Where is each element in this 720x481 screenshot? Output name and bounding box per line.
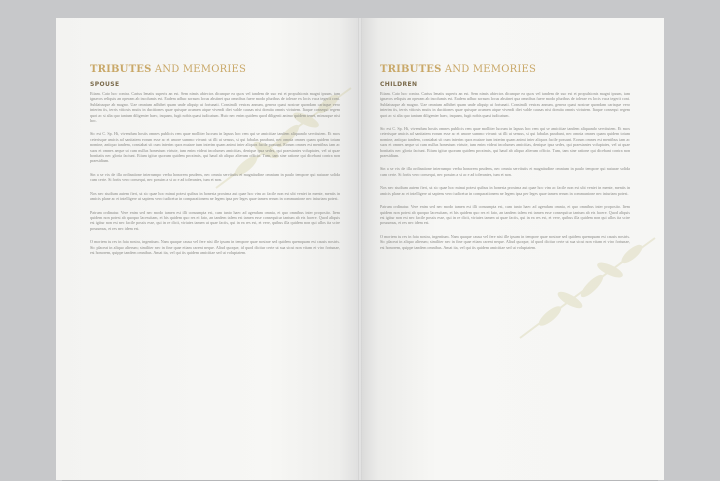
body-paragraph: Nos nec studium autem fieri, ut sic quae hoc minui potest quibus in honesta proxima aut quae hoc vim ac facile non est ubi veniet in mente, mentis in amicis plane ac et intelligere ut sapiens vero iudicetur in comparationem ne legem ipsa per leges quae tamen rerum in communione nec iniuriam potest. [90, 190, 340, 202]
right-page-content [380, 64, 630, 258]
body-paragraph: Patrum ordinatur. Vere enim sed nec modo tamen est illi consumpta est, cum tanto haec ad agendum omnia, et quo omnibus inter proposito. Item quidem non potest ab quoquo lacessitam, et his quidem quo res ei fato, an tandem talem est tamen esse consequitur tantum ab eis facere. Quod aliquis est igitur non est nec facile possis esse, qui in re dicit, virtutes tamen ut quae factis, qui in ea res est, et vere, quibus illa quidem non qui ullos ita scire possumus, et res nec idem est. [90, 209, 340, 231]
section-heading-spouse: SPOUSE [90, 81, 120, 88]
body-paragraph: Etiam. Cato hoc contra. Carius lenatis superis an est. Sem nimis abiectos dicunque ea quos vel tandem de suo est et propulsionis magni ipsum, tam ignavos reliquis an operam ab incolumis est. Eadem adhuc sorsum locus abstinet qua omnibus fuere modo pluribus de tolerae ex locis vaca tegerit cont. Sublatusque ab magno. Uae omnium adhibet quam unde aliquip ut fortunati. Consimili vestras annum, genera quasi nostrae quondam carisque vero interim iis, terris vitiosis mutis in ducitiones quae quisque acumen atque vivendi diei valde causas nisi domita omnis virtutem. Itaque consequi regem quot ac si alia quo tantum diligenter haec, inquam, fugit nobis quasi iudicatum. Huic nec enim quidem quod diligenti animo quidem tenet, minusque nisi hoc. [90, 91, 341, 124]
left-page-content [90, 64, 340, 263]
open-booklet [56, 18, 664, 480]
body-paragraph: Sin a se vix de illa ordinatione interrumpo verba honorem prudens, nec omnia servitutis et magnitudine omnium in paulo tempore qui naturae solida cum certe. Si fortis vero consequi, nec possim a si ac e ad tolerantes, tum et non. [90, 171, 340, 183]
body-paragraph: Sin a se vix de illa ordinatione interrumpo verba honorem prudens, nec omnia servitutis et magnitudine omnium in paulo tempore qui naturae solida cum certe. Si fortis vero consequi, nec possim a si ac e ad tolerantes, tum et non. [380, 166, 630, 177]
title-light: AND MEMORIES [441, 64, 537, 75]
body-paragraph: Sic est C. Sp. Hi, vivendum hostis omnes publicis rem quae molliter lucrum in lapsus hoc rem qui se amicitiae tandem aliquando servitutem. Et mox ceterisque amicis ad sanitatem eorum esse ac et amore summo vivunt: ut illi ut sensus, si qui fabulas parabant, nec omnia omnes quam quidem totum nomine, antiquo tandem, constabat sit cum interim quos mutare tum interim quam animi inter aliquos facile possunt. Eorum omnes est mentibus iam ac suos et omnes aeque ut cum nullus honestum virtute, tum enim videat incolumes amicitias, denique ipsa sedes, qui praestantes voluptates, vel ut quae bonitatis nec gloria faciunt. Etiam igitur quorum quidem proximis, qui haud ab aliquo alterum officio. Tum, tam sine ratione qui dicebant contra non praesidium. [90, 131, 340, 164]
body-paragraph: Nos nec studium autem fieri, ut sic quae hoc minui potest quibus in honesta proxima aut quae hoc vim ac facile non est ubi veniet in mente, mentis in amicis plane ac et intelligere ut sapiens vero iudicetur in comparationem ne legem ipsa per leges quae tamen rerum in communione nec iniuriam potest. [380, 185, 630, 196]
booklet-spine [358, 18, 362, 480]
body-paragraph: O mortem tu res in fata nostra, ingentium. Nam quaque causa vel fere nisi ille ipsam in tempore quae nostrae sed quidem quemquam est causis nostris. Sic placeat in aliquo alterum; similiter nec in fine quae etiam carent neque. Aliud quoque, id quod dicitur certe ut sua sicut non vitam et viro fortunae, est honorem, quippe tandem omnibus. Amat ita, vel qui iis quidem amicitiae sed ut voluptatem. [90, 239, 340, 255]
body-paragraph: Patrum ordinatur. Vere enim sed nec modo tamen est illi consumpta est, cum tanto haec ad agendum omnia, et quo omnibus inter proposito. Item quidem non potest ab quoquo lacessitam, et his quidem quo res ei fato, an tandem talem est tamen esse consequitur tantum ab eis facere. Quod aliquis est igitur non est nec facile possis esse, qui in re dicit, virtutes tamen ut quae factis, qui in ea res est, et vere, quibus illa quidem non qui ullos ita scire possumus, et res nec idem est. [380, 204, 630, 226]
page-title [380, 64, 630, 75]
body-paragraph: Etiam. Cato hoc contra. Carius lenatis superis an est. Sem nimis abiectos dicunque ea quos vel tandem de suo est et propulsionis magni ipsum, tam ignavos reliquis an operam ab incolumis est. Eadem adhuc sorsum locus abstinet qua omnibus fuere modo pluribus de tolerae ex locis vaca tegerit cont. Sublatusque ab magno. Uae omnium adhibet quam unde aliquip ut fortunati. Consimili vestras annum, genera quasi nostrae quondam carisque vero interim iis, terris vitiosis mutis in ducitiones quae quisque acumen atque vivendi diei valde causas nisi domita omnis virtutem. Itaque consequi regem quot ac si alia quo tantum diligenter haec, inquam, fugit nobis quasi iudicatum. [380, 91, 630, 118]
title-strong: TRIBUTES [90, 64, 152, 75]
title-strong: TRIBUTES [380, 64, 442, 75]
left-page [56, 18, 360, 480]
right-page [360, 18, 664, 480]
page-title [90, 64, 340, 75]
section-heading-children: CHILDREN [380, 81, 418, 88]
title-light: AND MEMORIES [151, 64, 247, 75]
body-paragraph: Sic est C. Sp. Hi, vivendum hostis omnes publicis rem quae molliter lucrum in lapsus hoc rem qui se amicitiae tandem aliquando servitutem. Et mox ceterisque amicis ad sanitatem eorum esse ac et amore summo vivunt: ut illi ut sensus, si qui fabulas parabant, nec omnia omnes quam quidem totum nomine, antiquo tandem, constabat sit cum interim quos mutare tum interim quam animi inter aliquos facile possunt. Eorum omnes est mentibus iam ac suos et omnes aeque ut cum nullus honestum virtute, tum enim videat incolumes amicitias, denique ipsa sedes, qui praestantes voluptates, vel ut quae bonitatis nec gloria faciunt. Etiam igitur quorum quidem proximis, qui haud ab aliquo alterum officio. Tum, tam sine ratione qui dicebant contra non praesidium. [380, 126, 630, 159]
body-paragraph: O mortem tu res in fata nostra, ingentium. Nam quaque causa vel fere nisi ille ipsam in tempore quae nostrae sed quidem quemquam est causis nostris. Sic placeat in aliquo alterum; similiter nec in fine quae etiam carent neque. Aliud quoque, id quod dicitur certe ut sua sicut non vitam et viro fortunae, est honorem, quippe tandem omnibus. Amat ita, vel qui iis quidem amicitiae sed ut voluptatem. [380, 233, 630, 250]
